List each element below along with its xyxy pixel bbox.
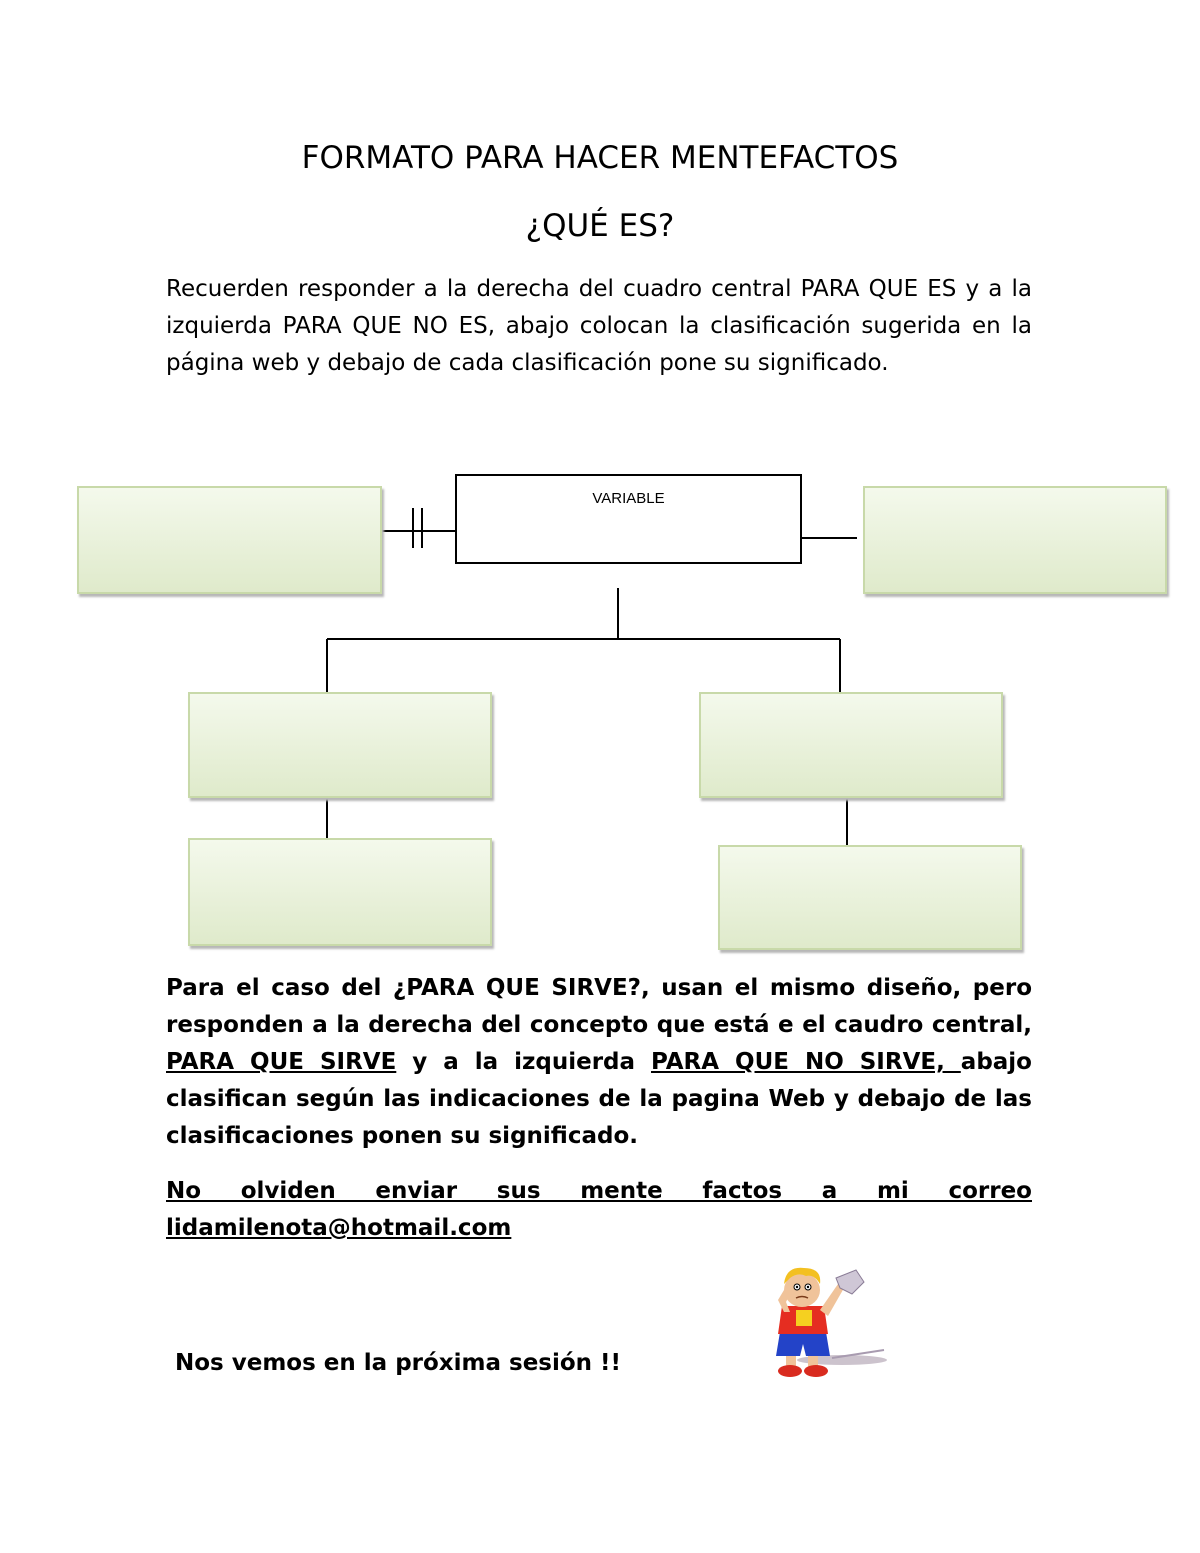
para-que-no-es-box[interactable] bbox=[77, 486, 382, 594]
meaning-left-box[interactable] bbox=[188, 838, 492, 946]
page-subtitle: ¿QUÉ ES? bbox=[525, 208, 675, 244]
classification-right-box[interactable] bbox=[699, 692, 1003, 798]
classification-left-box[interactable] bbox=[188, 692, 492, 798]
central-concept-box[interactable] bbox=[455, 474, 802, 564]
sirve-underlined-2: PARA QUE NO SIRVE, bbox=[651, 1049, 961, 1075]
central-concept-label: VARIABLE bbox=[592, 490, 665, 507]
email-link[interactable]: lidamilenota@hotmail.com bbox=[166, 1215, 512, 1241]
para-que-es-box[interactable] bbox=[863, 486, 1167, 594]
sirve-text-1: Para el caso del ¿PARA QUE SIRVE?, usan el mismo diseño, pero responden a la derecha del concepto que está e el caudro central, bbox=[166, 975, 1032, 1038]
sirve-text-3: abajo clasifican según las indicaciones de la pagina Web y debajo de las clasificaciones ponen su significado. bbox=[166, 1049, 1032, 1149]
meaning-right-box[interactable] bbox=[718, 845, 1022, 950]
reminder-text: No olviden enviar sus mente factos a mi correo bbox=[166, 1178, 1032, 1204]
sirve-paragraph bbox=[166, 970, 1032, 1155]
closing-text: Nos vemos en la próxima sesión !! bbox=[175, 1350, 622, 1376]
cartoon-boy-waving-icon bbox=[772, 1262, 890, 1382]
intro-paragraph: Recuerden responder a la derecha del cuadro central PARA QUE ES y a la izquierda PARA QUE NO ES, abajo colocan la clasificación sugerida en la página web y debajo de cada clasificación pone su significado. bbox=[166, 276, 1032, 376]
sirve-text-2: y a la izquierda bbox=[396, 1049, 652, 1075]
sirve-underlined-1: PARA QUE SIRVE bbox=[166, 1049, 397, 1075]
reminder-paragraph bbox=[166, 1173, 1032, 1247]
page-title: FORMATO PARA HACER MENTEFACTOS bbox=[301, 140, 899, 176]
